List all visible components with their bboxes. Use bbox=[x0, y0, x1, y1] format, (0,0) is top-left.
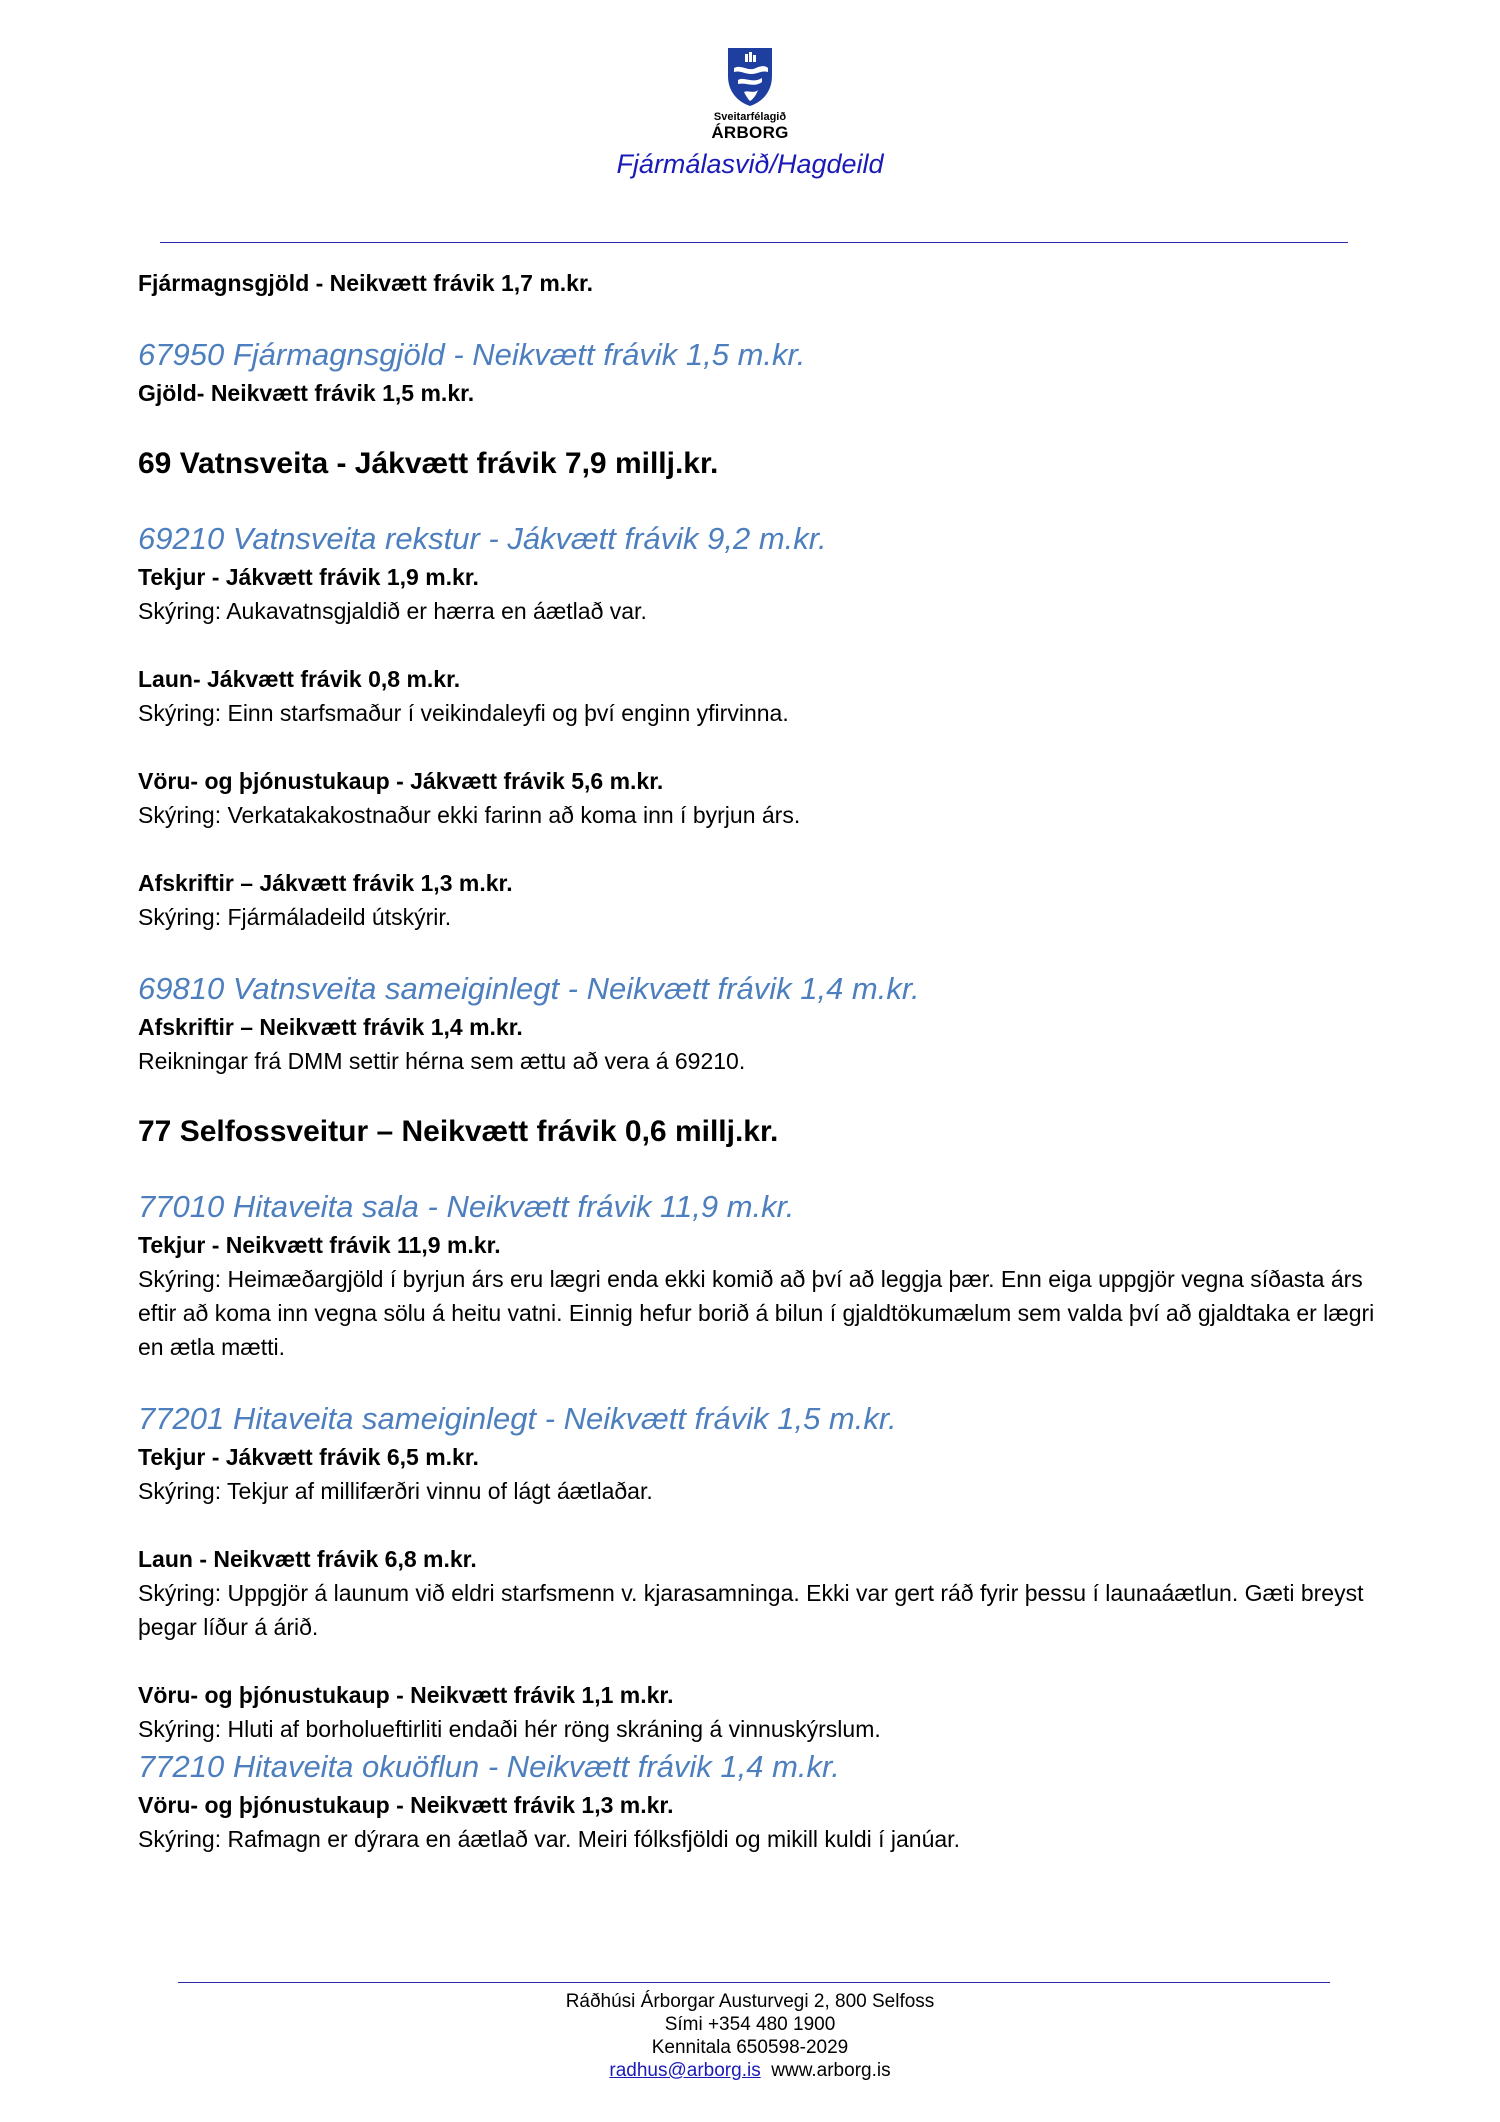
item-heading: Fjármagnsgjöld - Neikvætt frávik 1,7 m.kr. bbox=[138, 270, 594, 296]
item-heading: Vöru- og þjónustukaup - Neikvætt frávik 1,3 m.kr. bbox=[138, 1792, 674, 1818]
item-heading: Vöru- og þjónustukaup - Neikvætt frávik 1,1 m.kr. bbox=[138, 1682, 674, 1708]
arborg-shield-icon bbox=[726, 46, 774, 108]
explanation-text: Reikningar frá DMM settir hérna sem ættu að vera á 69210. bbox=[138, 1048, 746, 1074]
report-body bbox=[138, 266, 1378, 1856]
section-heading: 69 Vatnsveita - Jákvætt frávik 7,9 millj.kr. bbox=[138, 447, 719, 480]
explanation-paragraph: Skýring: Uppgjör á launum við eldri starfsmenn v. kjarasamninga. Ekki var gert ráð fyrir þessu í launaáætlun. Gæti breyst þegar líður á árið. bbox=[138, 1580, 1364, 1640]
account-heading: 77201 Hitaveita sameiginlegt - Neikvætt frávik 1,5 m.kr. bbox=[138, 1401, 897, 1436]
spacer bbox=[138, 1078, 1378, 1112]
account-heading: 77010 Hitaveita sala - Neikvætt frávik 11,9 m.kr. bbox=[138, 1189, 795, 1224]
footer-contact bbox=[0, 2059, 1500, 2082]
footer bbox=[0, 1990, 1500, 2082]
spacer bbox=[138, 1364, 1378, 1398]
footer-address: Ráðhúsi Árborgar Austurvegi 2, 800 Selfoss bbox=[565, 1991, 935, 2012]
spacer bbox=[138, 410, 1378, 444]
header-divider bbox=[160, 242, 1348, 243]
item-heading: Laun- Jákvætt frávik 0,8 m.kr. bbox=[138, 666, 461, 692]
item-heading: Laun - Neikvætt frávik 6,8 m.kr. bbox=[138, 1546, 477, 1572]
footer-divider bbox=[178, 1982, 1330, 1983]
explanation-text: Skýring: Verkatakakostnaður ekki farinn að koma inn í byrjun árs. bbox=[138, 802, 801, 828]
item-heading: Gjöld- Neikvætt frávik 1,5 m.kr. bbox=[138, 380, 475, 406]
account-heading: 69810 Vatnsveita sameiginlegt - Neikvætt frávik 1,4 m.kr. bbox=[138, 971, 920, 1006]
logo-text-arborg: ÁRBORG bbox=[711, 123, 789, 142]
footer-website: www.arborg.is bbox=[771, 2060, 891, 2081]
spacer bbox=[138, 1508, 1378, 1542]
explanation-text: Skýring: Fjármáladeild útskýrir. bbox=[138, 904, 452, 930]
spacer bbox=[138, 1644, 1378, 1678]
item-heading: Tekjur - Jákvætt frávik 1,9 m.kr. bbox=[138, 564, 479, 590]
item-heading: Tekjur - Neikvætt frávik 11,9 m.kr. bbox=[138, 1232, 501, 1258]
footer-kennitala: Kennitala 650598-2029 bbox=[651, 2037, 849, 2058]
section-heading: 77 Selfossveitur – Neikvætt frávik 0,6 millj.kr. bbox=[138, 1115, 779, 1148]
explanation-text: Skýring: Rafmagn er dýrara en áætlað var. Meiri fólksfjöldi og mikill kuldi í janúar. bbox=[138, 1826, 960, 1852]
footer-phone: Sími +354 480 1900 bbox=[664, 2014, 836, 2035]
spacer bbox=[138, 484, 1378, 518]
explanation-text: Skýring: Hluti af borholueftirliti endaði hér röng skráning á vinnuskýrslum. bbox=[138, 1716, 881, 1742]
item-heading: Tekjur - Jákvætt frávik 6,5 m.kr. bbox=[138, 1444, 479, 1470]
item-heading: Vöru- og þjónustukaup - Jákvætt frávik 5,6 m.kr. bbox=[138, 768, 664, 794]
item-heading: Afskriftir – Jákvætt frávik 1,3 m.kr. bbox=[138, 870, 513, 896]
explanation-text: Skýring: Tekjur af millifærðri vinnu of lágt áætlaðar. bbox=[138, 1478, 653, 1504]
account-heading: 77210 Hitaveita okuöflun - Neikvætt frávik 1,4 m.kr. bbox=[138, 1749, 840, 1784]
department-title: Fjármálasvið/Hagdeild bbox=[616, 149, 884, 179]
account-heading: 67950 Fjármagnsgjöld - Neikvætt frávik 1,5 m.kr. bbox=[138, 337, 806, 372]
letterhead bbox=[0, 46, 1500, 180]
footer-email-link[interactable]: radhus@arborg.is bbox=[609, 2060, 761, 2081]
spacer bbox=[138, 300, 1378, 334]
spacer bbox=[138, 832, 1378, 866]
explanation-paragraph: Skýring: Heimæðargjöld í byrjun árs eru lægri enda ekki komið að því að leggja þær. Enn eiga uppgjör vegna síðasta árs eftir að koma inn vegna sölu á heitu vatni. Einnig hefur borið á bilun í gjaldtökumælum sem valda því að gjaldtaka er lægri en ætla mætti. bbox=[138, 1266, 1375, 1360]
spacer bbox=[138, 934, 1378, 968]
logo-text-municipality: Sveitarfélagið bbox=[713, 111, 787, 123]
spacer bbox=[138, 730, 1378, 764]
account-heading: 69210 Vatnsveita rekstur - Jákvætt frávik 9,2 m.kr. bbox=[138, 521, 827, 556]
item-heading: Afskriftir – Neikvætt frávik 1,4 m.kr. bbox=[138, 1014, 523, 1040]
spacer bbox=[138, 628, 1378, 662]
spacer bbox=[138, 1152, 1378, 1186]
explanation-text: Skýring: Aukavatnsgjaldið er hærra en áætlað var. bbox=[138, 598, 647, 624]
explanation-text: Skýring: Einn starfsmaður í veikindaleyfi og því enginn yfirvinna. bbox=[138, 700, 789, 726]
